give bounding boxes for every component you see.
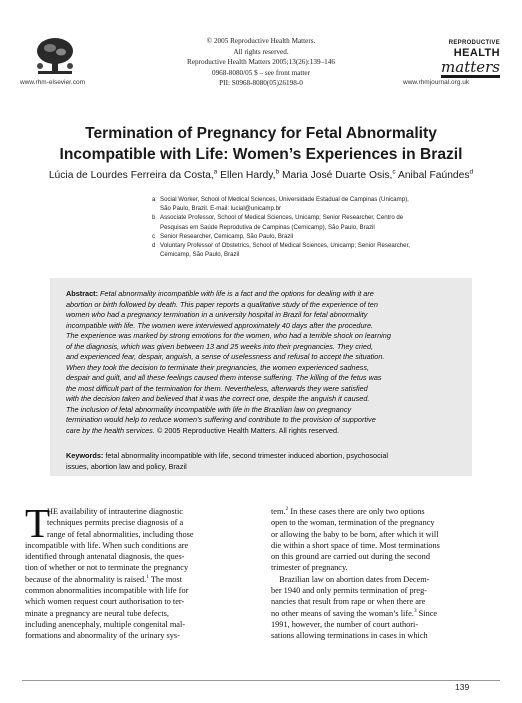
- affiliation-marker: c: [152, 232, 156, 240]
- body-line: The most: [148, 574, 182, 584]
- body-line: formations and abnormality of the urinary sys-: [25, 631, 180, 641]
- body-line: common abnormalities incompatible with life for: [25, 585, 189, 595]
- affiliations: [152, 195, 452, 259]
- title-line-2: Incompatible with Life: Women’s Experiences in Brazil: [59, 146, 463, 163]
- body-line: Brazilian law on abortion dates from Decem-: [271, 574, 430, 584]
- abstract-line: of the diagnosis, which was given between 13 and 25 weeks into their pregnancies. They cried,: [66, 341, 374, 351]
- elsevier-url[interactable]: www.rhm-elsevier.com: [20, 79, 86, 86]
- body-line: sations allowing terminations in cases in which: [271, 631, 428, 641]
- body-line: open to the woman, termination of the pregnancy: [271, 518, 435, 528]
- author-affil-mark: c: [392, 168, 396, 176]
- abstract-line: The experience was marked by strong emotions for the women, who had a terrible shock on learning: [66, 331, 391, 340]
- body-line: tem.: [271, 507, 286, 516]
- abstract-line: Fetal abnormality incompatible with life is a fact and the options for dealing with it are: [98, 289, 374, 298]
- keywords-line: issues, abortion law and policy, Brazil: [66, 461, 187, 471]
- author-list: [22, 170, 500, 181]
- journal-logo-line1: REPRODUCTIVE: [448, 40, 500, 46]
- body-line: ber 1940 and only permits termination of preg-: [271, 585, 427, 595]
- body-line: HE availability of intrauterine diagnostic: [47, 507, 183, 516]
- keywords-label: Keywords:: [66, 451, 104, 460]
- abstract-line: despair and guilt, and all these feelings caused them intense suffering. The killing of the fetus was: [66, 373, 382, 382]
- abstract-line: When they took the decision to terminate their pregnancies, the women experienced sadness,: [66, 362, 369, 372]
- affiliation-marker: b: [152, 214, 156, 222]
- body-line: Since: [416, 608, 438, 618]
- abstract-line: The inclusion of fetal abnormality incompatible with life in the Brazilian law on pregnancy: [66, 404, 352, 414]
- affiliation-text: São Paulo, Brazil. E-mail: lucial@unicamp.br: [160, 205, 282, 213]
- footer-rule: [22, 680, 500, 681]
- body-column-right: [271, 506, 498, 641]
- elsevier-tree-logo: [30, 36, 80, 76]
- affiliation-text: Senior Researcher, Cemicamp, São Paulo, Brazil: [160, 232, 294, 240]
- author-name: Anibal Faúndes: [395, 170, 470, 181]
- title-line-1: Termination of Pregnancy for Fetal Abnormality: [85, 125, 437, 142]
- body-line: die within a short space of time. Most terminations: [271, 540, 440, 550]
- abstract-line: the most difficult part of the termination for them. Nevertheless, afterwards they were satisfied: [66, 383, 368, 393]
- abstract-line: and experienced fear, despair, anguish, a sense of uselessness and refusal to accept the situation.: [66, 352, 385, 361]
- affiliation-item: [152, 195, 452, 213]
- citation-mark[interactable]: 3: [413, 607, 417, 614]
- affiliation-item: [152, 213, 452, 231]
- abstract-line: termination would help to reduce women’s suffering and contribute to the provision of supportive: [66, 415, 376, 424]
- affiliation-text: Pesquisas em Saúde Reprodutiva de Campinas (Cemicamp), São Paulo, Brazil: [160, 223, 375, 231]
- body-line: no other means of saving the woman’s life.: [271, 608, 414, 618]
- issn-line: 0968-8080/05 $ – see front matter: [211, 68, 310, 77]
- journal-logo-line3: matters: [441, 58, 500, 76]
- author-name: Maria José Duarte Osis,: [279, 170, 393, 181]
- journal-logo: [424, 40, 500, 76]
- publication-info: [150, 36, 372, 89]
- affiliation-text: Voluntary Professor of Obstetrics, School of Medical Sciences, Unicamp; Senior Researcher,: [160, 242, 410, 250]
- body-line: on this ground are carried out during the second: [271, 552, 430, 562]
- article-title: [30, 123, 492, 165]
- citation-mark[interactable]: 1: [146, 573, 149, 580]
- affiliation-text: Social Worker, School of Medical Sciences, Universidade Estadual de Campinas (Unicamp),: [160, 196, 409, 203]
- author-affil-mark: d: [469, 168, 474, 176]
- rights-line: All rights reserved.: [233, 47, 289, 56]
- journal-url[interactable]: www.rhmjournal.org.uk: [403, 79, 470, 86]
- page-number: 139: [455, 682, 470, 692]
- author-affil-mark: b: [275, 168, 280, 176]
- body-line: because of the abnormality is raised.: [25, 574, 147, 584]
- body-line: or allowing the baby to be born, after which it will: [271, 529, 439, 539]
- abstract-line: with the decision taken and believed that it was the correct one, despite the anguish it caused.: [66, 394, 370, 403]
- body-line: trimester of pregnancy.: [271, 563, 348, 573]
- affiliation-item: [152, 232, 452, 241]
- body-column-left: [25, 500, 251, 641]
- body-line: tion of whether or not to terminate the pregnancy: [25, 563, 189, 573]
- affiliation-text: Cemicamp, São Paulo, Brazil: [160, 251, 240, 259]
- abstract-line: incompatible with life. The women were interviewed approximately 40 days after the procedure.: [66, 320, 374, 330]
- body-line: 1991, however, the number of court authori-: [271, 619, 419, 629]
- author-name: Lúcia de Lourdes Ferreira da Costa,: [48, 170, 214, 181]
- body-line: In these cases there are only two options: [288, 507, 425, 516]
- affiliation-marker: a: [152, 196, 156, 203]
- citation-line: Reproductive Health Matters 2005;13(26):139–146: [187, 58, 335, 67]
- affiliation-text: Associate Professor, School of Medical Sciences, Unicamp; Senior Researcher, Centro de: [160, 214, 404, 222]
- body-line: techniques permits precise diagnosis of a: [47, 518, 184, 528]
- body-line: which women request court authorisation to ter-: [25, 597, 185, 607]
- author-name: Ellen Hardy,: [217, 170, 276, 181]
- body-line: minate a pregnancy are neural tube defects,: [25, 608, 169, 618]
- abstract-line: abortion or birth followed by death. This paper reports a qualitative study of the experience of ten: [66, 299, 378, 309]
- body-line: range of fetal abnormalities, including those: [47, 529, 194, 539]
- body-line: including anencephaly, multiple congenital mal-: [25, 619, 186, 629]
- body-line: identified through antenatal diagnosis, the ques-: [25, 552, 185, 562]
- body-line: nancies that result from rape or when there are: [271, 597, 426, 607]
- journal-logo-line2: HEALTH: [453, 47, 500, 59]
- abstract-label: Abstract:: [66, 289, 99, 298]
- copyright-line: © 2005 Reproductive Health Matters.: [206, 37, 316, 45]
- affiliation-marker: d: [152, 242, 156, 250]
- abstract-copyright: © 2005 Reproductive Health Matters. All rights reserved.: [154, 425, 340, 435]
- affiliation-item: [152, 241, 452, 259]
- drop-cap: T: [25, 500, 51, 546]
- abstract: [66, 289, 466, 436]
- citation-mark[interactable]: 2: [285, 506, 289, 513]
- body-line: incompatible with life. When such conditions are: [25, 540, 189, 550]
- author-affil-mark: a: [213, 168, 218, 176]
- abstract-line: care by the health services.: [66, 425, 155, 435]
- pii-line: PII: S0968-8080(05)26198-0: [219, 79, 303, 88]
- keywords-line: fetal abnormality incompatible with life, second trimester induced abortion, psychosocial: [103, 451, 389, 460]
- keywords: [66, 451, 466, 472]
- abstract-line: women who had a pregnancy termination in a university hospital in Brazil for fetal abnormality: [66, 310, 368, 319]
